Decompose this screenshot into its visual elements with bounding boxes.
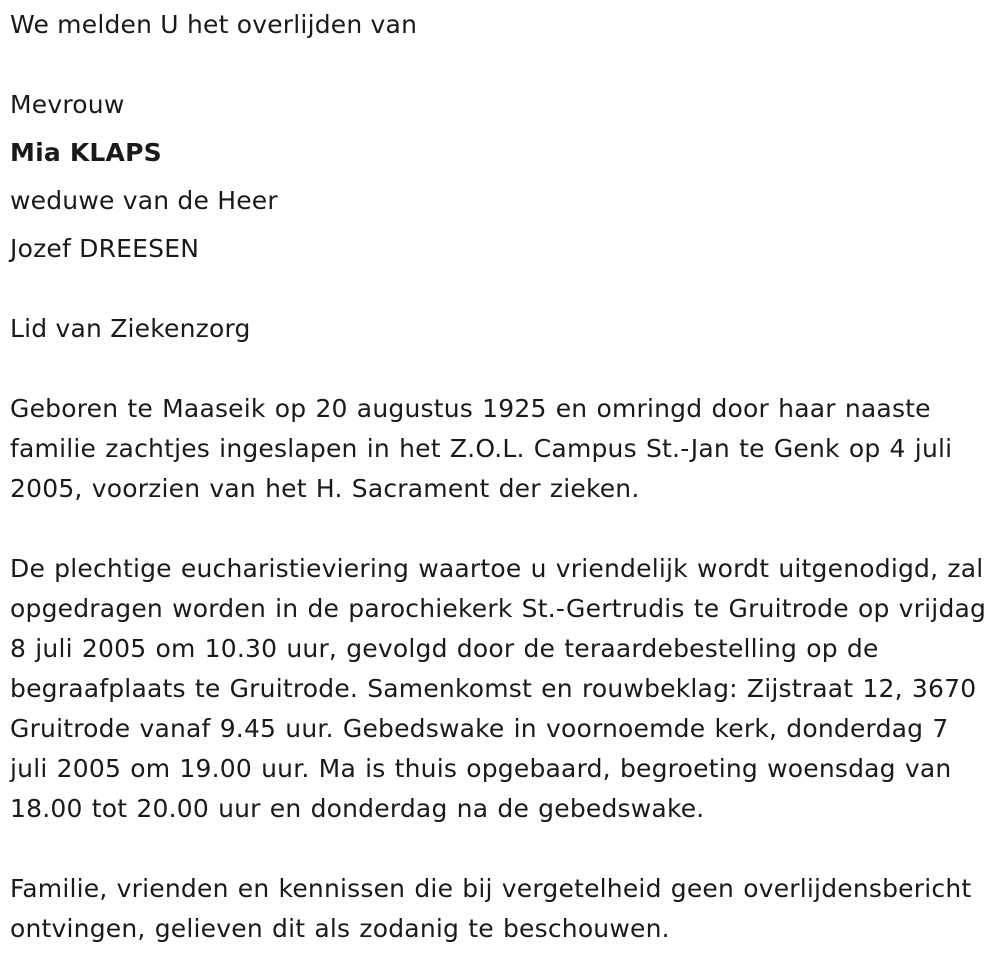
ceremony-paragraph: De plechtige eucharistieviering waartoe u vriendelijk wordt uitgenodigd, zal opgedragen worden in de parochiekerk St.-Gertrudis te Gruitrode op vrijdag 8 juli 2005 om 10.30 uur, gevolgd door de teraardebestelling op de begraafplaats te Gruitrode. Samenkomst en rouwbeklag: Zijstraat 12, 3670 Gruitrode vanaf 9.45 uur. Gebedswake in voornoemde kerk, donderdag 7 juli 2005 om 19.00 uur. Ma is thuis opgebaard, begroeting woensdag van 18.00 tot 20.00 uur en donderdag na de gebedswake. [10,554,987,823]
closing-paragraph: Familie, vrienden en kennissen die bij vergetelheid geen overlijdensbericht ontvingen, gelieven dit als zodanig te beschouwen. [10,874,972,943]
relation-line: weduwe van de Heer [10,186,278,215]
deceased-name: Mia KLAPS [10,138,162,167]
membership-line: Lid van Ziekenzorg [10,314,251,343]
spouse-name: Jozef DREESEN [10,234,200,263]
birth-death-paragraph: Geboren te Maaseik op 20 augustus 1925 en omringd door haar naaste familie zachtjes ingeslapen in het Z.O.L. Campus St.-Jan te Genk op 4 juli 2005, voorzien van het H. Sacrament der zieken. [10,394,953,503]
intro-line: We melden U het overlijden van [10,10,418,39]
salutation: Mevrouw [10,90,125,119]
